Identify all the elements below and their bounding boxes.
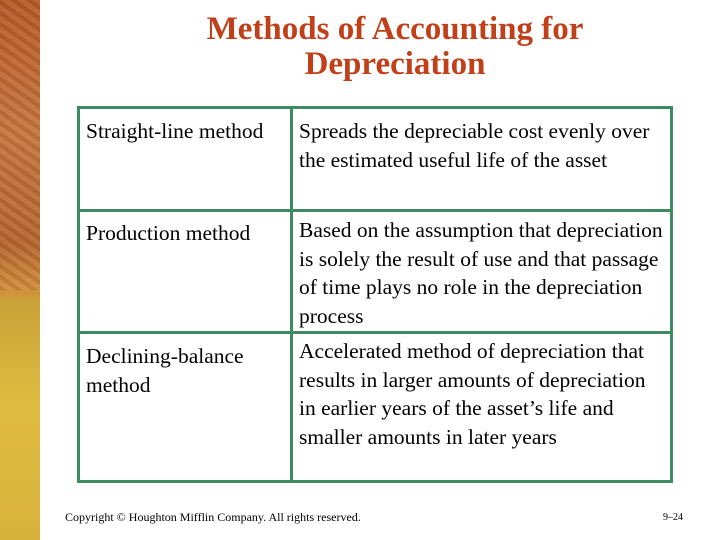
- copyright-text: Copyright © Houghton Mifflin Company. All rights reserved.: [65, 510, 361, 524]
- methods-table: [77, 106, 673, 483]
- slide-title: [40, 12, 720, 82]
- description-cell: Based on the assumption that depreciation is solely the result of use and that passage of time plays no role in the depreciation process: [292, 211, 672, 333]
- table-row: [79, 108, 672, 211]
- method-cell: Declining-balance method: [79, 333, 292, 482]
- description-cell: Accelerated method of depreciation that results in larger amounts of depreciation in earlier years of the asset’s life and smaller amounts in later years: [292, 333, 672, 482]
- table-row: [79, 211, 672, 333]
- decorative-side-image: [0, 0, 40, 540]
- title-line-1: Methods of Accounting for: [206, 11, 584, 47]
- table-row: [79, 333, 672, 482]
- method-cell: Production method: [79, 211, 292, 333]
- title-line-2: Depreciation: [304, 46, 486, 82]
- page-number: 9–24: [663, 512, 683, 523]
- method-cell: Straight-line method: [79, 108, 292, 211]
- description-cell: Spreads the depreciable cost evenly over the estimated useful life of the asset: [292, 108, 672, 211]
